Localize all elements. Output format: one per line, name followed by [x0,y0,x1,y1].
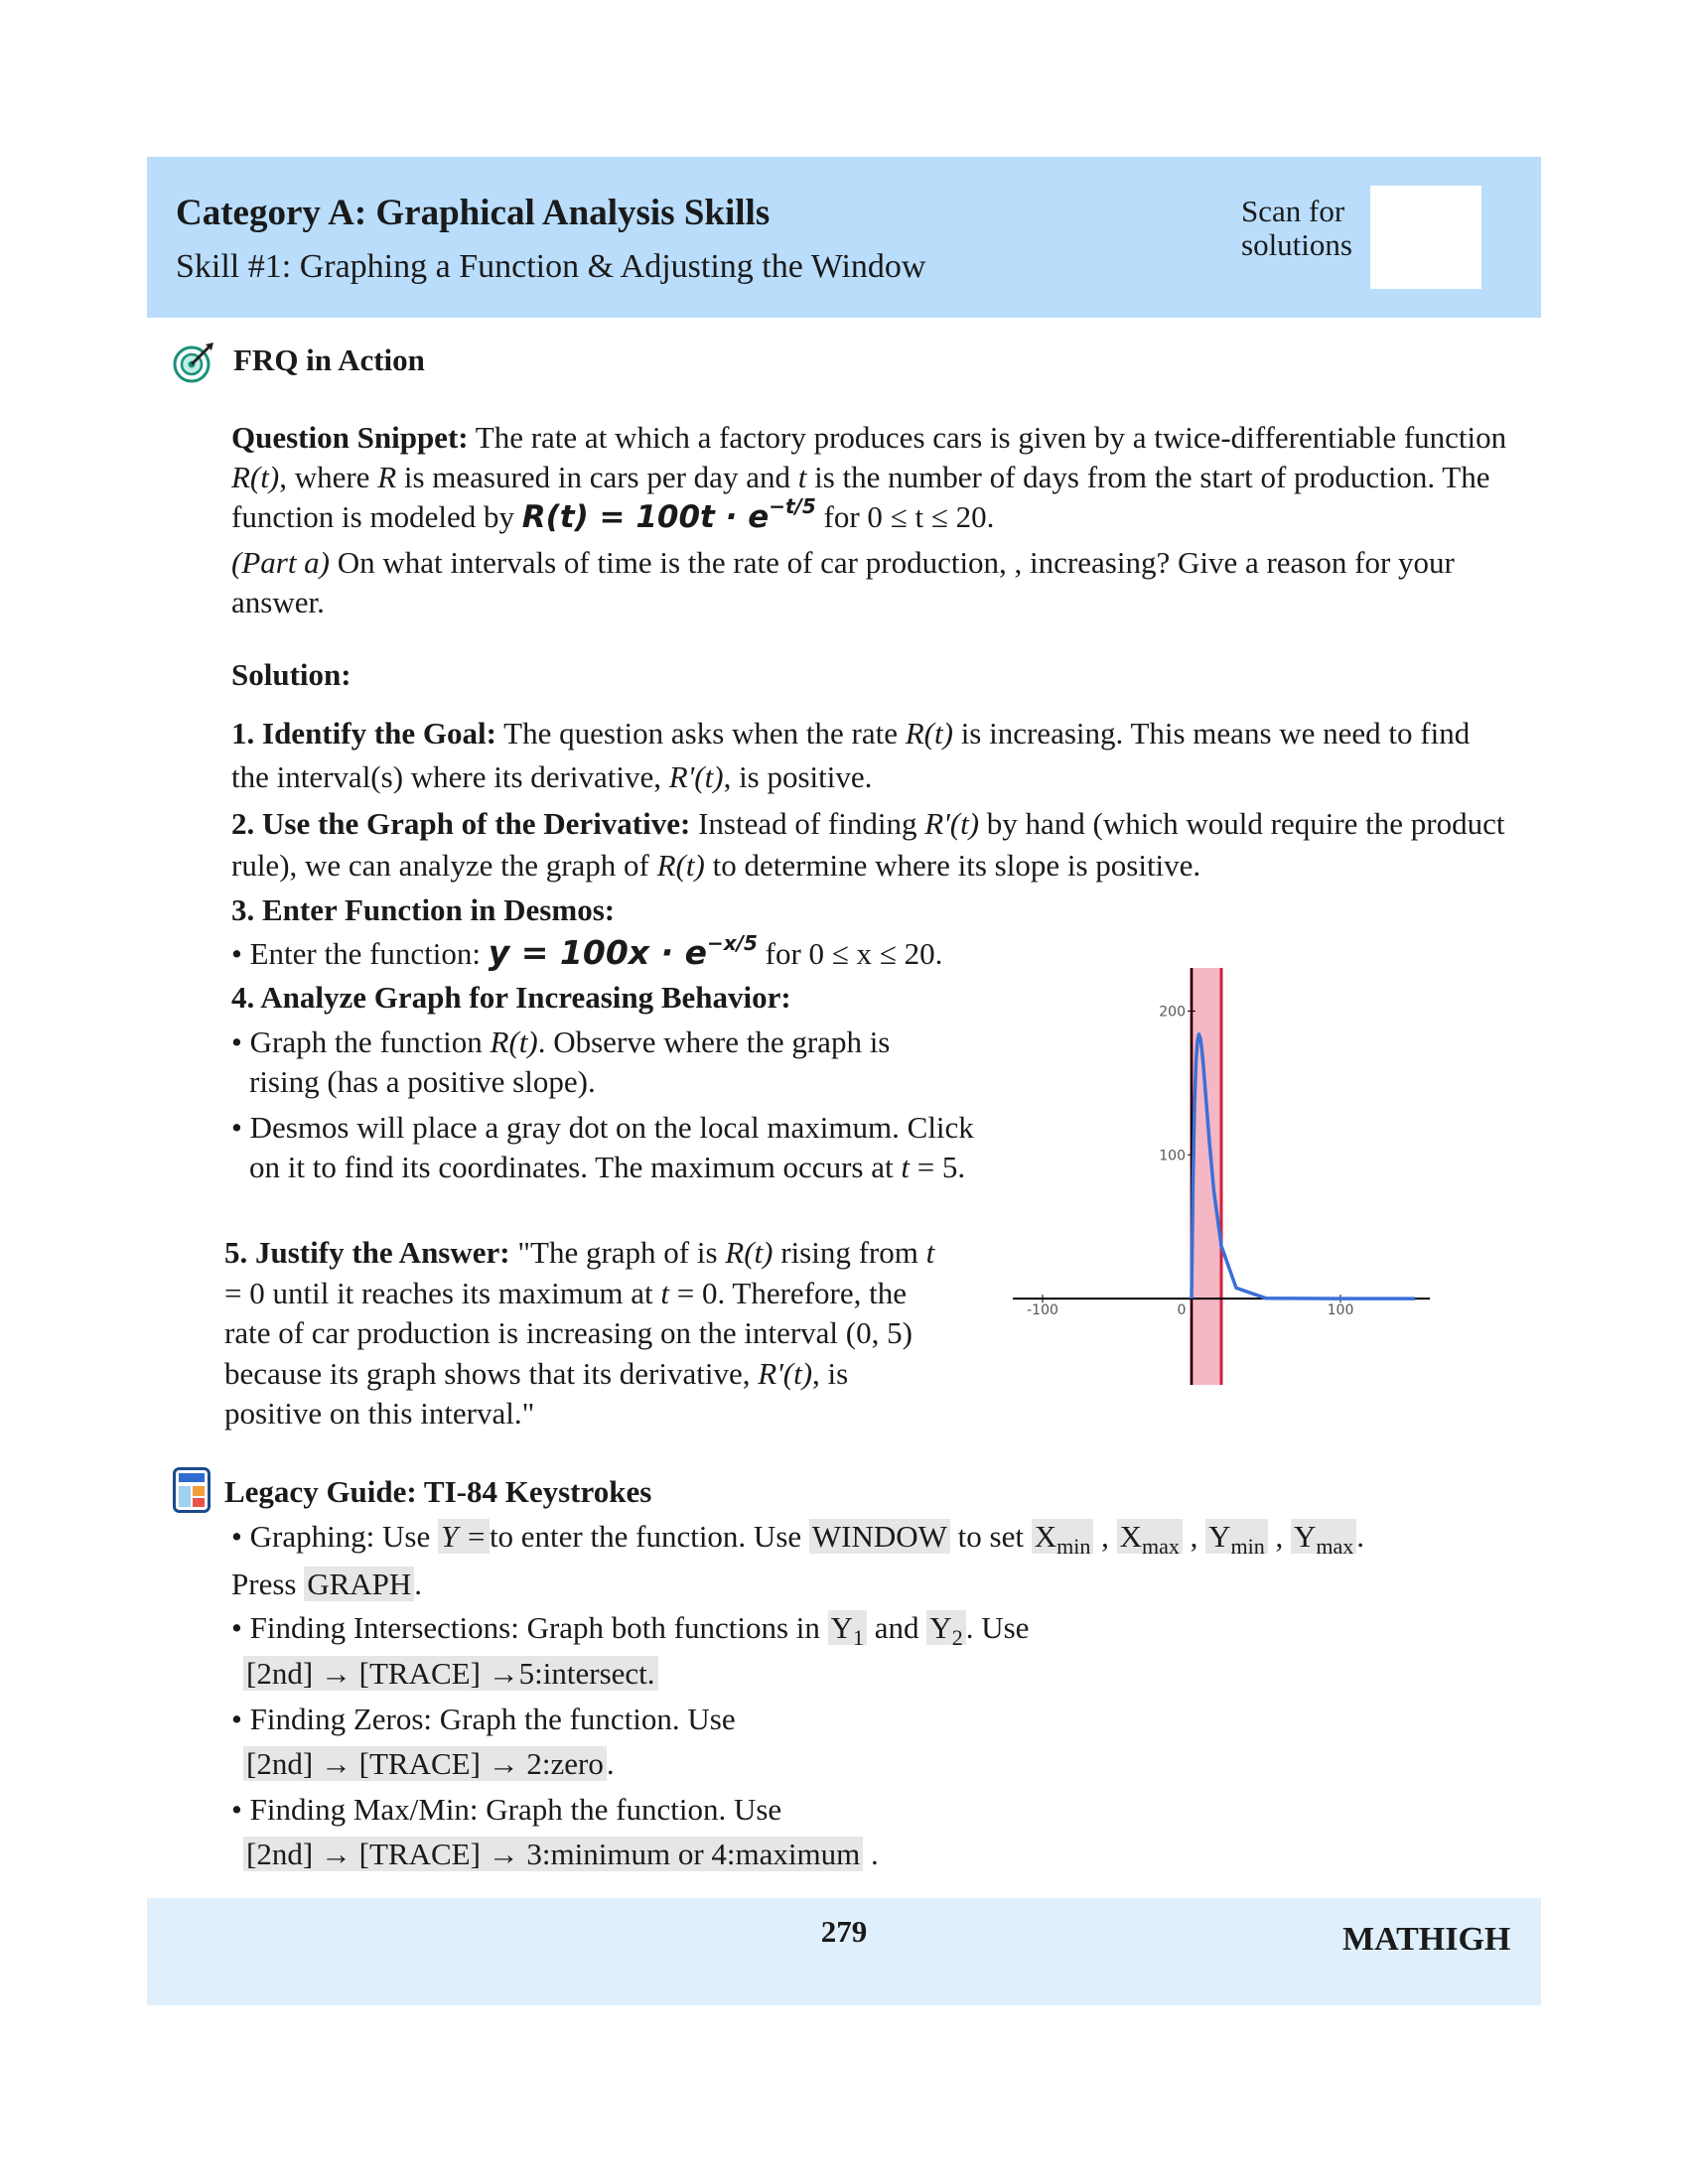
function-R-t: R(t) [656,848,705,883]
highlight-band [1192,968,1221,1385]
legacy-text: • Finding Zeros: Graph the function. Use [231,1702,736,1736]
function-R-t: R(t) [725,1235,774,1270]
legacy-text: • Finding Intersections: Graph both functions in [231,1610,828,1645]
maxmin-keystroke: [2nd] → [TRACE] → 3:minimum or 4:maximum [243,1837,863,1871]
legacy-line-intersect-keys [243,1656,658,1692]
step-text: , is positive. [723,759,873,794]
intersect-keystroke: [2nd] → [TRACE] →5:intersect. [243,1656,658,1691]
derivative-R-t: R'(t) [758,1355,813,1391]
legacy-text: X [1034,1519,1057,1554]
y2-key [926,1610,965,1651]
part-a-question [231,543,1512,622]
brand-logo: MATHIGH [1342,1921,1511,1958]
skill-subtitle: Skill #1: Graphing a Function & Adjusting the Window [176,248,926,285]
model-domain: for 0 ≤ t ≤ 20. [815,499,995,534]
window-key: WINDOW [809,1519,950,1554]
legacy-line-graphing [231,1519,1364,1560]
ymin-key [1205,1519,1268,1560]
legacy-text: . [1356,1519,1365,1554]
page-number: 279 [820,1914,868,1949]
legacy-text: min [1230,1534,1265,1560]
derivative-R-t: R'(t) [924,806,980,841]
legacy-text: Y [929,1610,952,1645]
ymax-key [1291,1519,1356,1560]
legacy-text: Y [1208,1519,1231,1554]
desmos-graph [1013,968,1430,1385]
question-text: is the number of days from the start of production. The function is modeled by [231,460,1490,534]
y1-key [828,1610,867,1651]
model-exponent: −t/5 [769,494,816,518]
step-text: = 5. [909,1150,966,1184]
legacy-text: • Finding Max/Min: Graph the function. Use [231,1792,782,1827]
legacy-text: . [863,1837,879,1871]
function-curve [1192,1034,1415,1298]
legacy-text: • Graphing: Use [231,1519,439,1554]
legacy-line-intersections [231,1610,1029,1651]
y-equals-key: Y = [438,1519,490,1554]
legacy-text: , [1267,1519,1292,1554]
legacy-text: to set [949,1519,1032,1554]
question-text: is measured in cars per day and [396,460,798,494]
step-1 [231,712,1512,799]
legacy-text: and [867,1610,927,1645]
legacy-line-zeros [231,1702,736,1737]
legacy-text: Press [231,1567,305,1601]
step-5-label: 5. Justify the Answer: [224,1235,510,1270]
step-2-label: 2. Use the Graph of the Derivative: [231,806,691,841]
step-text: = 0. Therefore, the rate of car production is increasing on the interval (0, 5) because its graph shows that its derivative, [224,1275,913,1391]
desmos-exponent: −x/5 [707,931,758,955]
step-text: . Observe where the graph is rising (has a positive slope). [249,1024,891,1099]
question-text: The rate at which a factory produces cars is given by a twice-differentiable function [468,420,1507,455]
legacy-text: , [1093,1519,1117,1554]
frq-heading: FRQ in Action [233,342,425,377]
step-2 [231,803,1512,887]
desmos-domain: for 0 ≤ x ≤ 20. [757,936,943,971]
step-4-bullet-1 [231,1023,964,1102]
legacy-text: , [1182,1519,1206,1554]
step-1-label: 1. Identify the Goal: [231,716,496,751]
function-R-t: R(t) [490,1024,538,1059]
step-text: = 0 until it reaches its maximum at [224,1275,661,1310]
category-title: Category A: Graphical Analysis Skills [176,193,771,233]
step-text: Instead of finding [690,806,925,841]
step-text: is increasing. This means we need to find the interval(s) where its derivative, [231,716,1471,794]
legacy-line-zero-keys [243,1746,615,1782]
target-icon [172,341,215,384]
x-tick-label: 100 [1327,1302,1354,1319]
var-t: t [901,1150,910,1184]
step-text: , is positive on this interval." [224,1355,849,1431]
legacy-text: Y [830,1610,854,1645]
legacy-line-maxmin-keys [243,1837,879,1872]
y-tick-label: 100 [1159,1148,1186,1164]
step-5 [224,1233,939,1434]
xmax-key [1117,1519,1183,1560]
calculator-icon [173,1467,211,1513]
question-label: Question Snippet: [231,420,469,455]
step-text: The question asks when the rate [495,716,906,751]
xmin-key [1032,1519,1094,1560]
step-text: • Graph the function [231,1024,491,1059]
legacy-text: . [606,1746,615,1781]
part-a-text: On what intervals of time is the rate of car production, , increasing? Give a reason for your answer. [231,545,1455,619]
var-t: t [660,1275,669,1310]
step-4-bullet-2 [231,1108,984,1187]
step-text: rising from [773,1235,926,1270]
legacy-text: X [1119,1519,1142,1554]
zero-keystroke: [2nd] → [TRACE] → 2:zero [243,1746,607,1781]
question-text: , where [279,460,378,494]
step-4-label: 4. Analyze Graph for Increasing Behavior: [231,980,791,1015]
var-t: t [925,1235,935,1270]
question-snippet [231,418,1512,540]
step-text: to determine where its slope is positive. [704,848,1201,883]
x-tick-label: 0 [1177,1302,1187,1319]
model-equation: R(t) = 100t · e [521,499,770,535]
legacy-text: . Use [965,1610,1030,1645]
var-t: t [797,460,807,494]
step-text: • Enter the function: [231,936,489,971]
step-3-label: 3. Enter Function in Desmos: [231,892,616,927]
legacy-text: 1 [853,1625,865,1651]
step-text: "The graph of is [509,1235,726,1270]
graph-key: GRAPH [304,1567,414,1601]
step-text: by hand (which would require the product rule), we can analyze the graph of [231,806,1505,883]
derivative-R-t: R'(t) [668,759,724,794]
step-text: • Desmos will place a gray dot on the local maximum. Click on it to find its coordinates. The maximum occurs at [231,1110,974,1184]
legacy-guide-heading: Legacy Guide: TI-84 Keystrokes [224,1474,652,1509]
legacy-text: 2 [951,1625,963,1651]
legacy-line-maxmin [231,1792,781,1828]
desmos-equation: y = 100x · e [488,933,707,972]
part-a-label: (Part a) [231,545,331,580]
legacy-line-press-graph [231,1567,422,1602]
legacy-text: . [414,1567,423,1601]
legacy-text: Y [1294,1519,1317,1554]
step-3-bullet [231,933,942,977]
function-R-t: R(t) [905,716,953,751]
legacy-text: max [1316,1534,1354,1560]
solution-heading: Solution: [231,657,352,692]
legacy-text: to enter the function. Use [489,1519,809,1554]
legacy-text: max [1142,1534,1180,1560]
x-tick-label: -100 [1027,1302,1058,1319]
function-R-t: R(t) [231,460,280,494]
scan-label: Scan for solutions [1241,194,1352,262]
qr-code-placeholder[interactable] [1370,186,1481,289]
var-R: R [377,460,397,494]
y-tick-label: 200 [1159,1004,1186,1021]
legacy-text: min [1056,1534,1091,1560]
